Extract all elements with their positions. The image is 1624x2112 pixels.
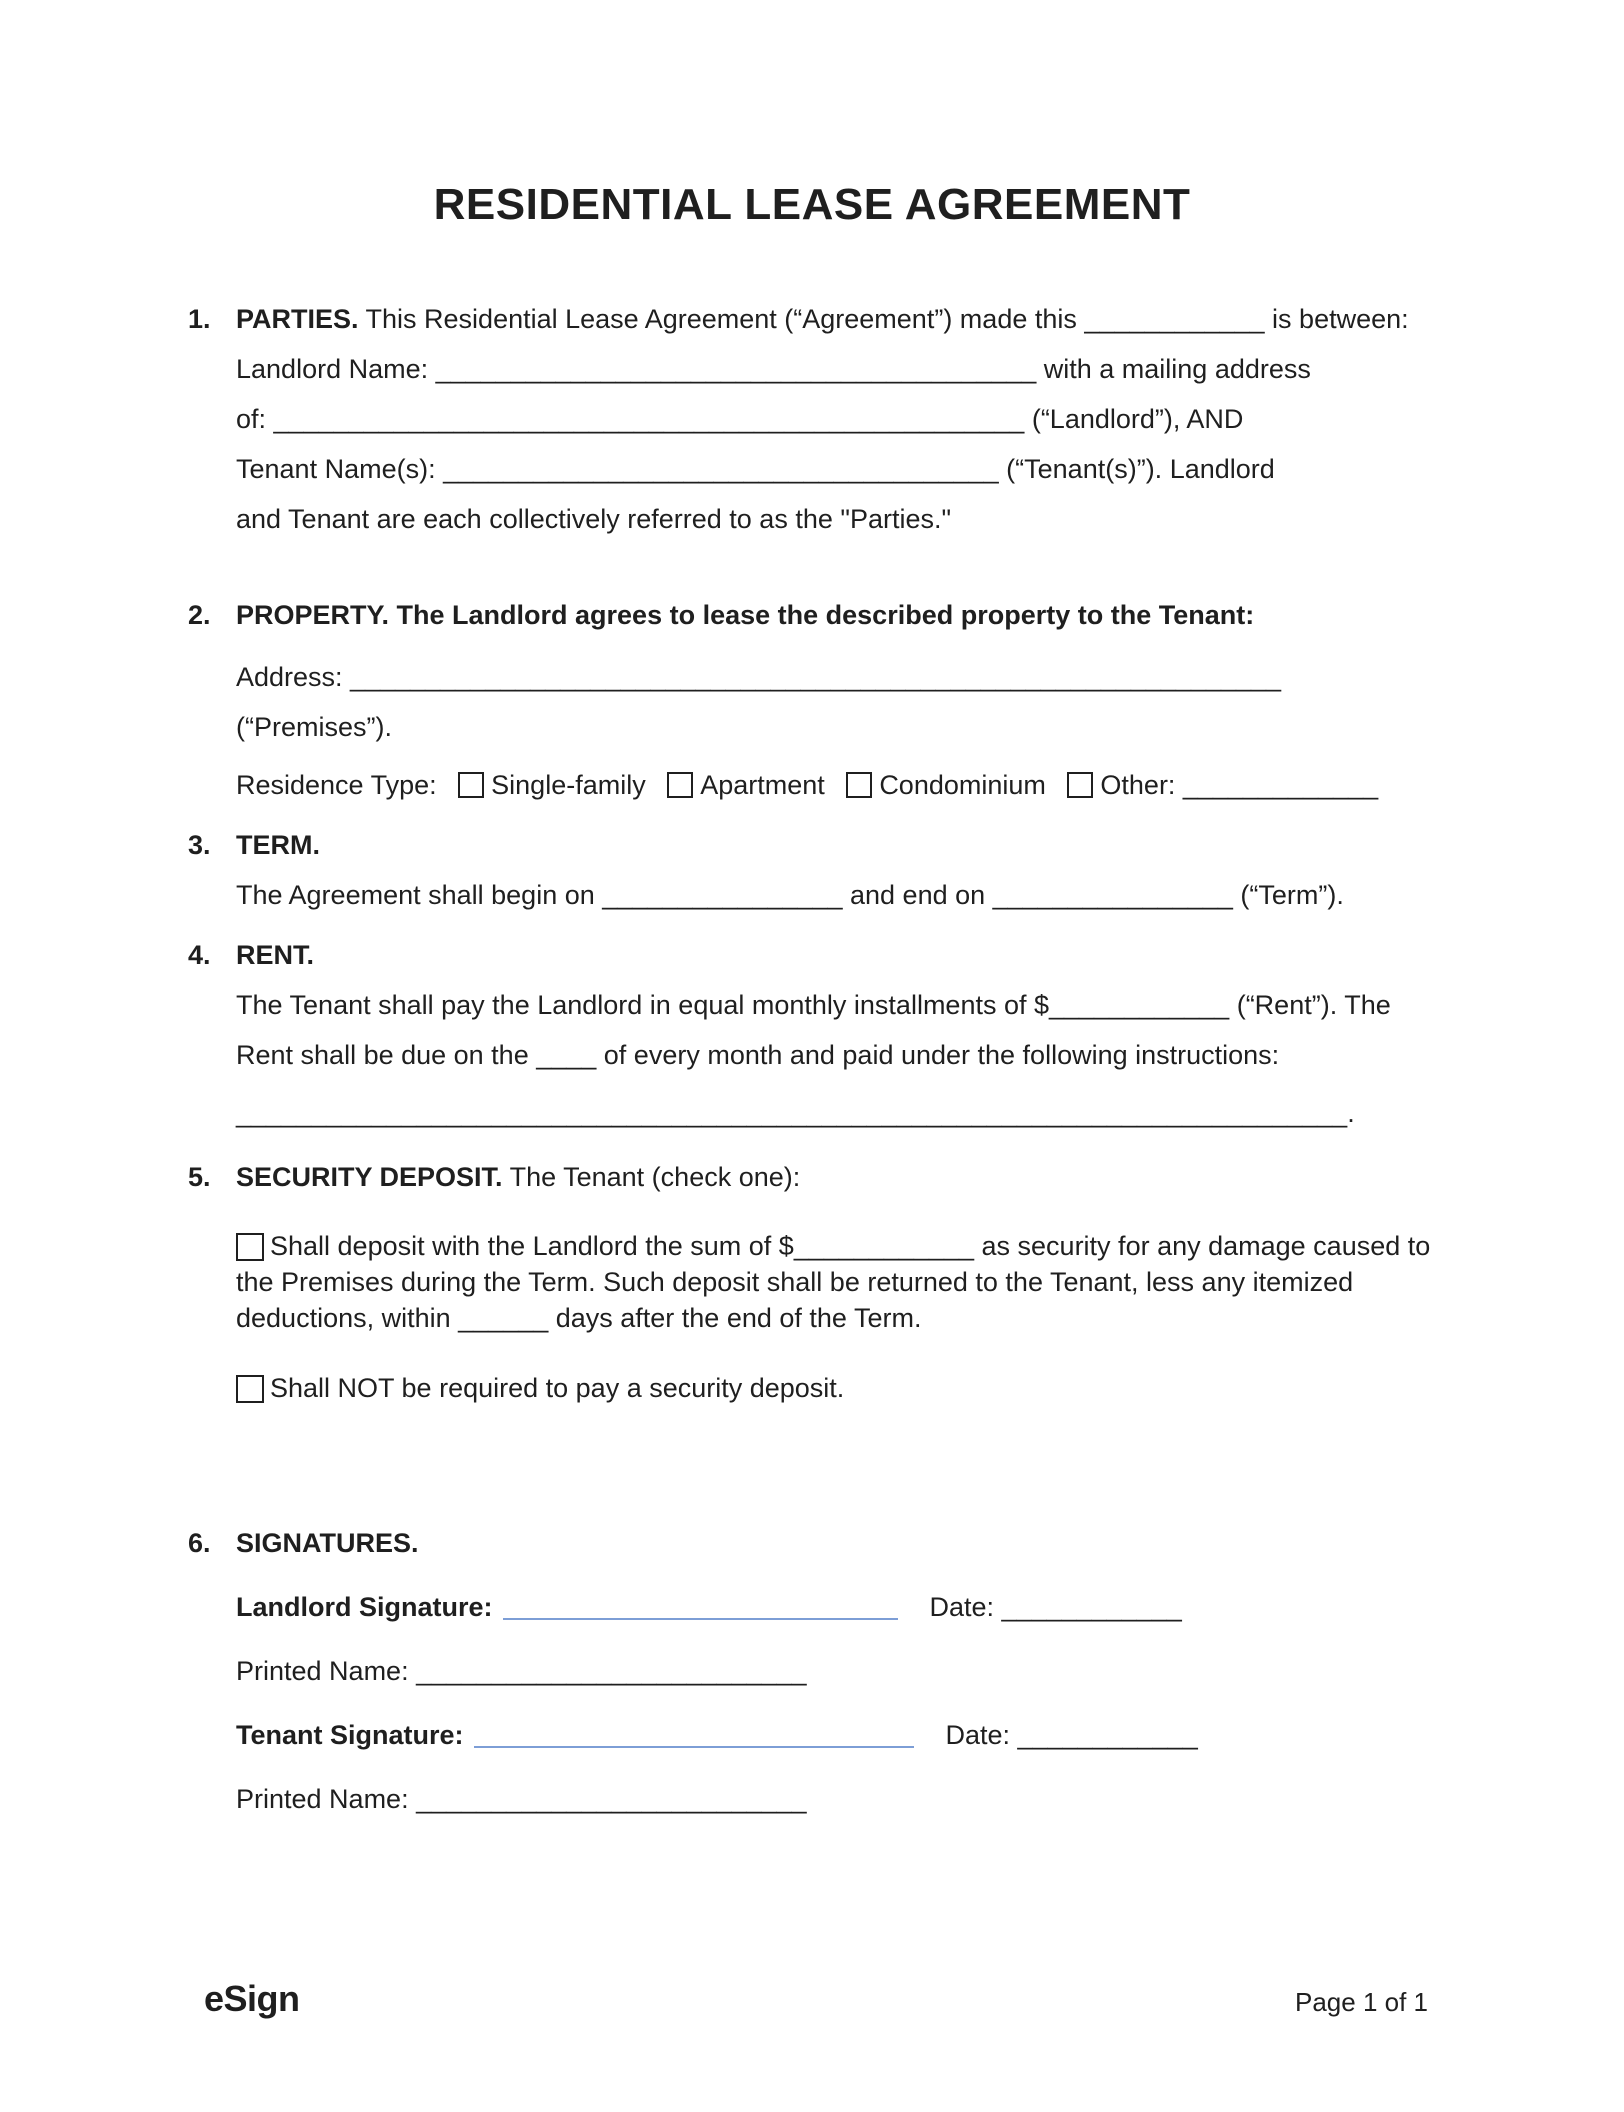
rent-due-line: Rent shall be due on the ____ of every month and paid under the following instructions: (236, 1040, 1280, 1070)
parties-tenant-name-line: Tenant Name(s): _____________________________________ (“Tenant(s)”). Landlord (236, 454, 1275, 484)
residence-type-label: Residence Type: (236, 770, 437, 800)
property-heading: PROPERTY. The Landlord agrees to lease the described property to the Tenant: (236, 600, 1255, 630)
deposit-option-1 (236, 1228, 1436, 1336)
signatures-heading: SIGNATURES. (236, 1528, 419, 1558)
term-dates-line: The Agreement shall begin on ________________ and end on ________________ (“Term”). (236, 880, 1344, 910)
rent-amount-line: The Tenant shall pay the Landlord in equal monthly installments of $____________ (“Rent”). The (236, 990, 1391, 1020)
residence-option-apartment: Apartment (700, 770, 825, 800)
section-parties-body (236, 294, 1436, 544)
tenant-printed-name-row: Printed Name: __________________________ (236, 1784, 807, 1814)
parties-closing-line: and Tenant are each collectively referred to as the "Parties." (236, 504, 952, 534)
section-rent-body (236, 930, 1436, 1138)
esign-logo: eSign (204, 1978, 300, 2019)
section-rent (188, 930, 1436, 1138)
document-title: RESIDENTIAL LEASE AGREEMENT (433, 180, 1191, 229)
section-property-body (236, 590, 1436, 810)
deposit-option-2 (236, 1370, 1436, 1406)
section-number-signatures: 6. (188, 1528, 211, 1558)
landlord-date-line: Date: ____________ (929, 1592, 1182, 1622)
landlord-printed-name-row: Printed Name: __________________________ (236, 1656, 807, 1686)
parties-landlord-name-line: Landlord Name: ________________________________________ with a mailing address (236, 354, 1311, 384)
page-indicator: Page 1 of 1 (1295, 1987, 1428, 2017)
section-signatures (188, 1518, 1436, 1824)
tenant-signature-label: Tenant Signature: (236, 1720, 464, 1750)
property-residence-row (236, 760, 1436, 810)
deposit-option-2-text: Shall NOT be required to pay a security deposit. (270, 1373, 845, 1403)
term-heading: TERM. (236, 830, 320, 860)
tenant-signature-row (236, 1710, 1436, 1760)
tenant-signature-field[interactable] (474, 1746, 914, 1748)
section-parties (188, 294, 1436, 544)
checkbox-single-family[interactable] (458, 772, 484, 798)
property-address-line: Address: ______________________________________________________________ (“Premises”). (236, 662, 1282, 742)
checkbox-apartment[interactable] (667, 772, 693, 798)
deposit-option-1-text: Shall deposit with the Landlord the sum of $____________ as security for any damage caused to the Premises during the Term. Such deposit shall be returned to the Tenant, less any itemized deductions, within ______ days after the end of the Term. (236, 1231, 1431, 1333)
section-term (188, 820, 1436, 920)
parties-landlord-address-line: of: __________________________________________________ (“Landlord”), AND (236, 404, 1244, 434)
section-number-term: 3. (188, 830, 211, 860)
section-number-parties: 1. (188, 304, 211, 334)
section-number-property: 2. (188, 600, 211, 630)
section-signatures-body (236, 1518, 1436, 1824)
document-content (0, 294, 1624, 1824)
residence-option-other: Other: _____________ (1100, 770, 1379, 800)
landlord-signature-label: Landlord Signature: (236, 1592, 493, 1622)
section-property (188, 590, 1436, 810)
checkbox-other[interactable] (1067, 772, 1093, 798)
section-number-security-deposit: 5. (188, 1162, 211, 1192)
section-security-deposit (188, 1152, 1436, 1406)
rent-heading: RENT. (236, 940, 315, 970)
checkbox-deposit-not-required[interactable] (236, 1375, 264, 1403)
landlord-signature-field[interactable] (503, 1618, 898, 1620)
page-footer (204, 1978, 1428, 2020)
security-deposit-heading-line (236, 1152, 1436, 1202)
section-number-rent: 4. (188, 940, 211, 970)
security-deposit-heading-rest: The Tenant (check one): (509, 1162, 801, 1192)
parties-intro-text: This Residential Lease Agreement (“Agreement”) made this ____________ is between: (365, 304, 1409, 334)
section-security-deposit-body (236, 1152, 1436, 1406)
security-deposit-heading: SECURITY DEPOSIT. (236, 1162, 503, 1192)
residence-option-single-family: Single-family (491, 770, 646, 800)
parties-heading: PARTIES. (236, 304, 359, 334)
checkbox-deposit-required[interactable] (236, 1233, 264, 1261)
landlord-signature-row (236, 1582, 1436, 1632)
residence-option-condominium: Condominium (879, 770, 1046, 800)
section-term-body (236, 820, 1436, 920)
parties-intro-line (236, 294, 1436, 344)
tenant-date-line: Date: ____________ (945, 1720, 1198, 1750)
checkbox-condominium[interactable] (846, 772, 872, 798)
rent-instructions-blank-line: __________________________________________________________________________. (236, 1098, 1355, 1128)
